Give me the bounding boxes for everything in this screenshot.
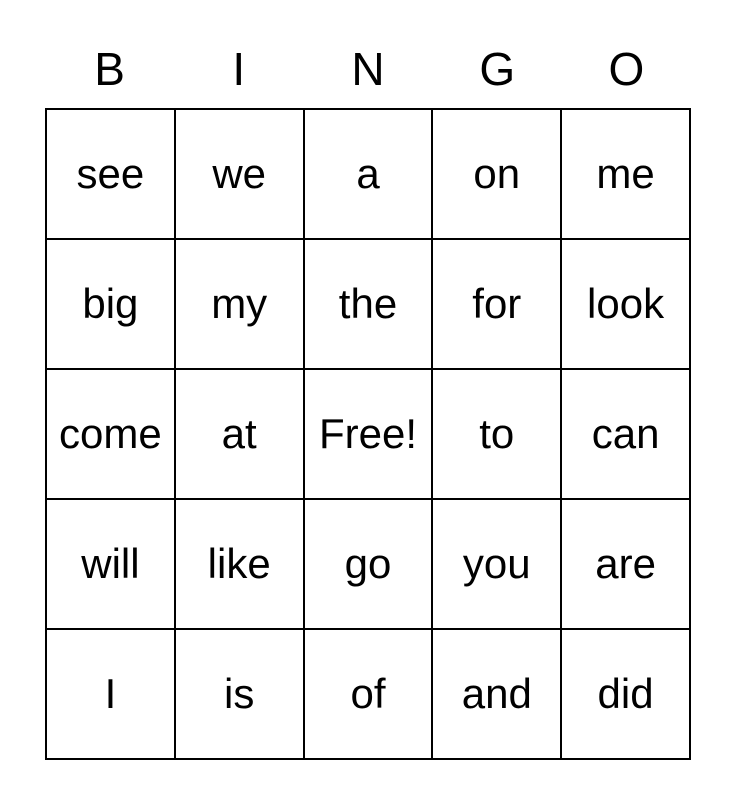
bingo-cell-label: I xyxy=(104,670,117,717)
bingo-cell-label: are xyxy=(595,540,656,587)
bingo-row xyxy=(47,630,691,760)
bingo-cell[interactable] xyxy=(305,110,434,240)
bingo-cell-label: the xyxy=(338,280,398,327)
bingo-cell-label: come xyxy=(59,410,162,457)
bingo-cell[interactable] xyxy=(562,370,691,500)
bingo-cell-label: Free! xyxy=(318,410,417,457)
bingo-cell-label: of xyxy=(350,670,386,717)
bingo-cell[interactable] xyxy=(433,240,562,370)
bingo-cell-label: big xyxy=(82,280,139,327)
bingo-cell-label: look xyxy=(587,280,665,327)
bingo-cell-label: is xyxy=(224,670,255,717)
bingo-cell[interactable] xyxy=(47,500,176,630)
bingo-cell-label: on xyxy=(473,150,521,197)
bingo-cell[interactable] xyxy=(47,110,176,240)
bingo-row xyxy=(47,500,691,630)
bingo-cell[interactable] xyxy=(562,110,691,240)
bingo-cell[interactable] xyxy=(176,500,305,630)
bingo-cell[interactable] xyxy=(305,500,434,630)
bingo-cell-label: a xyxy=(356,150,380,197)
bingo-cell-label: my xyxy=(211,280,268,327)
bingo-cell-free[interactable] xyxy=(305,370,434,500)
bingo-cell-label: will xyxy=(81,540,140,587)
bingo-header xyxy=(45,30,691,108)
bingo-cell[interactable] xyxy=(433,110,562,240)
bingo-card xyxy=(45,30,691,760)
bingo-cell-label: for xyxy=(472,280,522,327)
bingo-cell-label: see xyxy=(76,150,145,197)
bingo-cell[interactable] xyxy=(433,370,562,500)
bingo-header-letter-o: O xyxy=(608,43,645,95)
bingo-cell-label: me xyxy=(596,150,655,197)
bingo-cell-label: like xyxy=(207,540,271,587)
bingo-header-letter-n: N xyxy=(351,43,385,95)
bingo-cell[interactable] xyxy=(562,630,691,760)
bingo-cell[interactable] xyxy=(562,500,691,630)
bingo-cell-label: and xyxy=(461,670,532,717)
bingo-cell[interactable] xyxy=(305,630,434,760)
bingo-cell[interactable] xyxy=(176,630,305,760)
bingo-cell-label: go xyxy=(344,540,392,587)
bingo-cell[interactable] xyxy=(176,110,305,240)
bingo-cell-label: you xyxy=(462,540,531,587)
bingo-cell-label: at xyxy=(221,410,257,457)
bingo-cell[interactable] xyxy=(176,240,305,370)
bingo-cell[interactable] xyxy=(305,240,434,370)
bingo-cell-label: we xyxy=(212,150,267,197)
bingo-header-letter-i: I xyxy=(232,43,246,95)
bingo-row xyxy=(47,110,691,240)
bingo-cell-label: to xyxy=(479,410,515,457)
bingo-header-letter-b: B xyxy=(94,43,125,95)
bingo-cell[interactable] xyxy=(47,630,176,760)
bingo-cell[interactable] xyxy=(433,630,562,760)
bingo-cell[interactable] xyxy=(433,500,562,630)
bingo-cell[interactable] xyxy=(47,370,176,500)
bingo-cell[interactable] xyxy=(176,370,305,500)
bingo-cell-label: can xyxy=(591,410,660,457)
bingo-cell-label: did xyxy=(597,670,654,717)
bingo-row xyxy=(47,240,691,370)
bingo-row xyxy=(47,370,691,500)
bingo-cell[interactable] xyxy=(47,240,176,370)
bingo-cell[interactable] xyxy=(562,240,691,370)
bingo-grid xyxy=(45,108,691,760)
bingo-header-letter-g: G xyxy=(479,43,516,95)
